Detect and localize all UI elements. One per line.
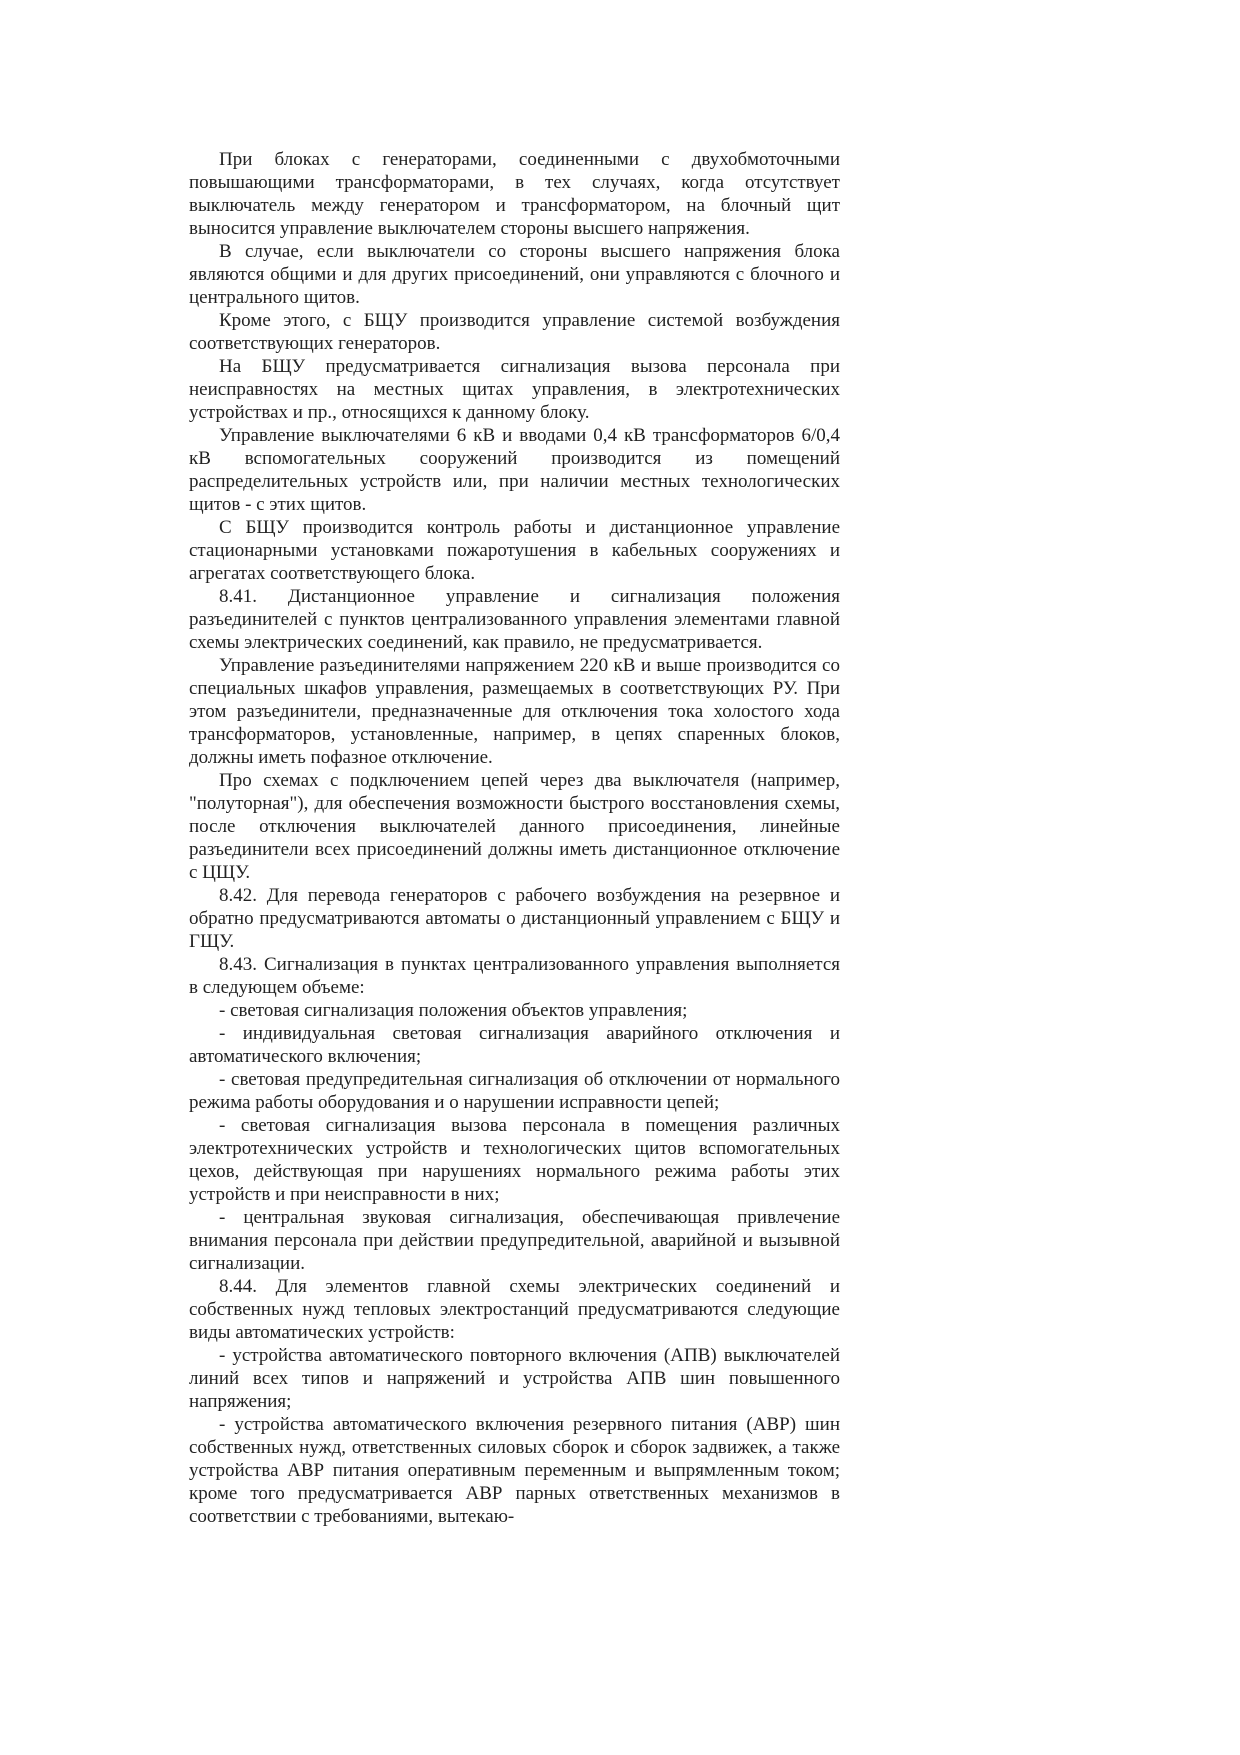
paragraph: Управление выключателями 6 кВ и вводами 0,4 кВ трансформаторов 6/0,4 кВ вспомогательных сооружений производится из помещений распределительных устройств или, при наличии местных технологических щитов - с этих щитов. [189, 425, 840, 515]
paragraph: На БЩУ предусматривается сигнализация вызова персонала при неисправностях на местных щитах управления, в электротехнических устройствах и пр., относящихся к данному блоку. [189, 356, 840, 423]
paragraph: Кроме этого, с БЩУ производится управление системой возбуждения соответствующих генераторов. [189, 310, 840, 354]
paragraph: С БЩУ производится контроль работы и дистанционное управление стационарными установками пожаротушения в кабельных сооружениях и агрегатах соответствующего блока. [189, 517, 840, 584]
paragraph-section-8-42: 8.42. Для перевода генераторов с рабочего возбуждения на резервное и обратно предусматриваются автоматы о дистанционный управлением с БЩУ и ГЩУ. [189, 885, 840, 952]
paragraph: Управление разъединителями напряжением 220 кВ и выше производится со специальных шкафов управления, размещаемых в соответствующих РУ. При этом разъединители, предназначенные для отключения тока холостого хода трансформаторов, установленные, например, в цепях спаренных блоков, должны иметь пофазное отключение. [189, 655, 840, 768]
list-item: - световая сигнализация вызова персонала в помещения различных электротехнических устройств и технологических щитов вспомогательных цехов, действующая при нарушениях нормального режима работы этих устройств и при неисправности в них; [189, 1115, 840, 1205]
list-item: - световая сигнализация положения объектов управления; [219, 1000, 688, 1021]
list-item: - центральная звуковая сигнализация, обеспечивающая привлечение внимания персонала при действии предупредительной, аварийной и вызывной сигнализации. [189, 1207, 840, 1274]
list-item: - световая предупредительная сигнализация об отключении от нормального режима работы оборудования и о нарушении исправности цепей; [189, 1069, 840, 1113]
paragraph: Про схемах с подключением цепей через два выключателя (например, "полуторная"), для обеспечения возможности быстрого восстановления схемы, после отключения выключателей данного присоединения, линейные разъединители всех присоединений должны иметь дистанционное отключение с ЦЩУ. [189, 770, 840, 883]
list-item: - индивидуальная световая сигнализация аварийного отключения и автоматического включения; [189, 1023, 840, 1067]
paragraph: При блоках с генераторами, соединенными с двухобмоточными повышающими трансформаторами, в тех случаях, когда отсутствует выключатель между генератором и трансформатором, на блочный щит выносится управление выключателем стороны высшего напряжения. [189, 149, 840, 239]
document-page [189, 148, 840, 1528]
paragraph-section-8-43: 8.43. Сигнализация в пунктах централизованного управления выполняется в следующем объеме: [189, 954, 840, 998]
list-item: - устройства автоматического включения резервного питания (АВР) шин собственных нужд, ответственных силовых сборок и сборок задвижек, а также устройства АВР питания оперативным переменным и выпрямленным током; кроме того предусматривается АВР парных ответственных механизмов в соответствии с требованиями, вытекаю- [189, 1414, 840, 1527]
list-item: - устройства автоматического повторного включения (АПВ) выключателей линий всех типов и напряжений и устройства АПВ шин повышенного напряжения; [189, 1345, 840, 1412]
paragraph-section-8-41: 8.41. Дистанционное управление и сигнализация положения разъединителей с пунктов централизованного управления элементами главной схемы электрических соединений, как правило, не предусматривается. [189, 586, 840, 653]
paragraph: В случае, если выключатели со стороны высшего напряжения блока являются общими и для других присоединений, они управляются с блочного и центрального щитов. [189, 241, 840, 308]
paragraph-section-8-44: 8.44. Для элементов главной схемы электрических соединений и собственных нужд тепловых электростанций предусматриваются следующие виды автоматических устройств: [189, 1276, 840, 1343]
